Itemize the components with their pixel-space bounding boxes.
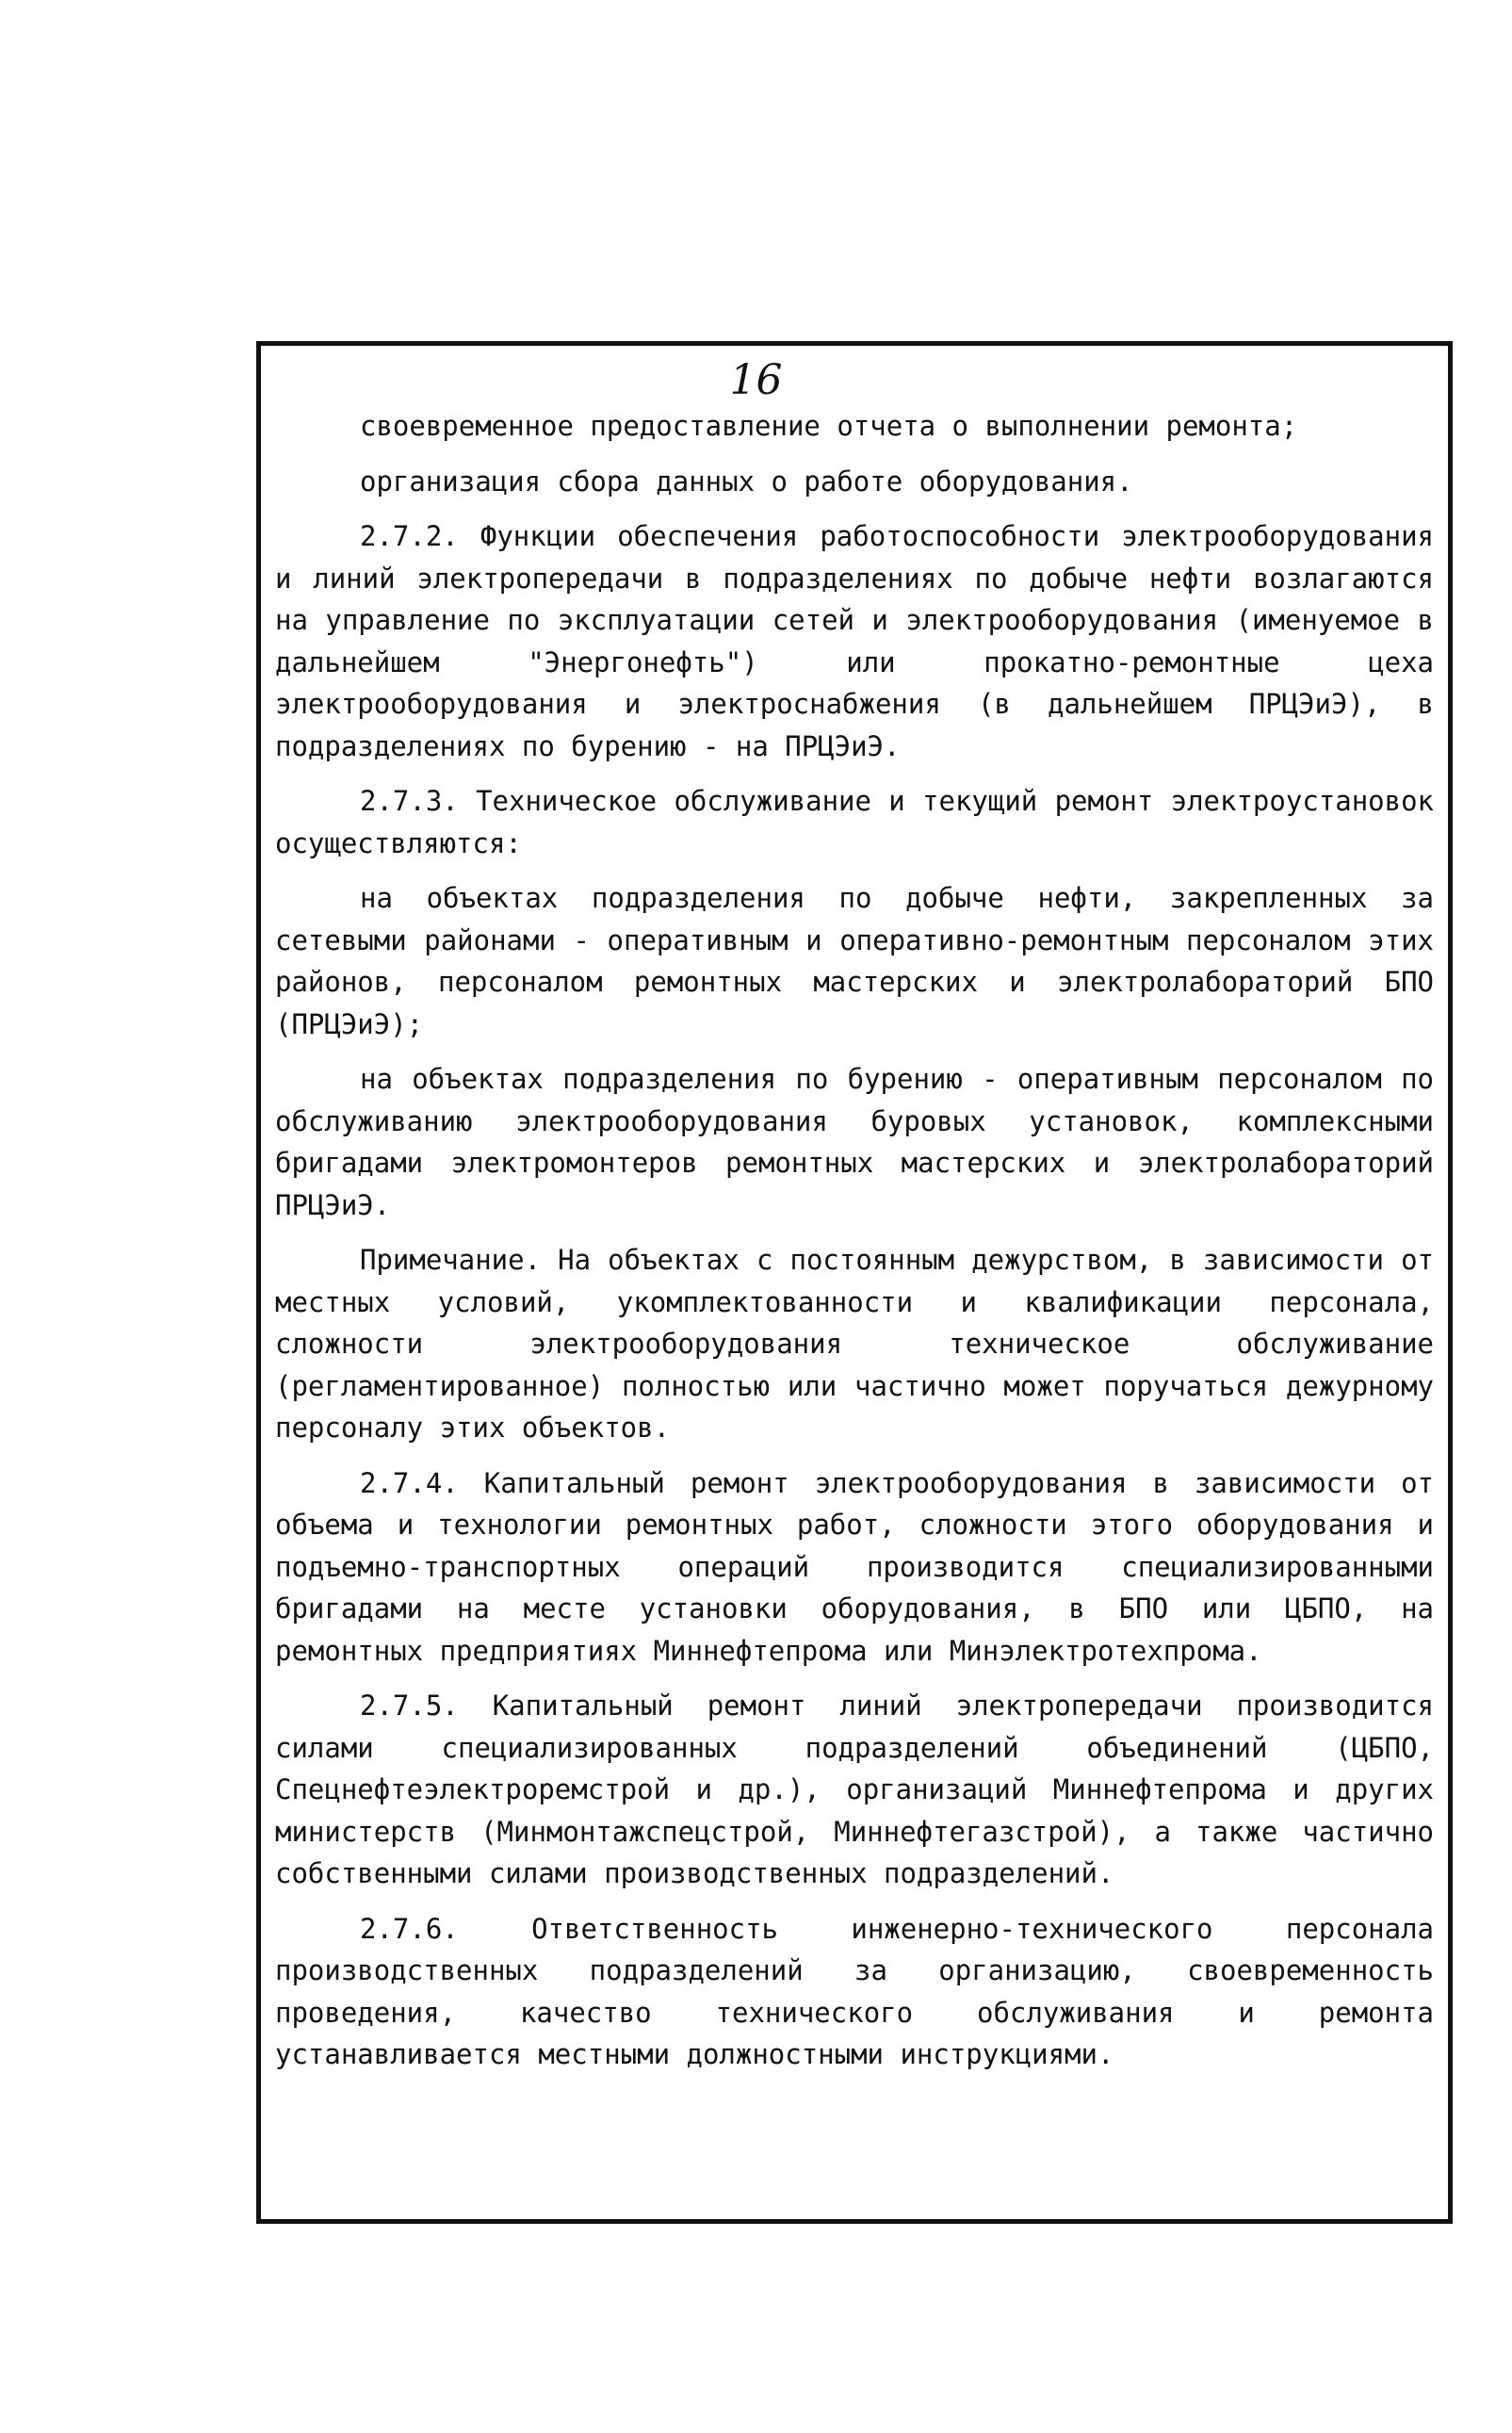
paragraph-2-7-5: 2.7.5. Капитальный ремонт линий электропередачи производится силами специализированных подразделений объединений (ЦБПО, Спецнефтеэлектроремстрой и др.), организаций Миннефтепрома и других министерств (Минмонтажспецстрой, Миннефтегазстрой), а также частично собственными силами производственных подразделений.: [275, 1690, 1434, 1889]
page-number: 16: [729, 356, 783, 404]
paragraph-2-7-6: 2.7.6. Ответственность инженерно-технического персонала производственных подразделений за организацию, своевременность проведения, качество технического обслуживания и ремонта устанавливается местными должностными инструкциями.: [275, 1912, 1434, 2070]
paragraph-oil-production-objects: на объектах подразделения по добыче нефти, закрепленных за сетевыми районами - оперативным и оперативно-ремонтным персоналом этих районов, персоналом ремонтных мастерских и электролабораторий БПО (ПРЦЭиЭ);: [275, 882, 1434, 1040]
paragraph-data-collection: организация сбора данных о работе оборудования.: [360, 465, 1133, 498]
paragraph-2-7-4: 2.7.4. Капитальный ремонт электрооборудования в зависимости от объема и технологии ремонтных работ, сложности этого оборудования и подъемно-транспортных операций производится специализированными бригадами на месте установки оборудования, в БПО или ЦБПО, на ремонтных предприятиях Миннефтепрома или Минэлектротехпрома.: [275, 1466, 1434, 1667]
paragraph-drilling-objects: на объектах подразделения по бурению - оперативным персоналом по обслуживанию электрооборудования буровых установок, комплексными бригадами электромонтеров ремонтных мастерских и электролабораторий ПРЦЭиЭ.: [275, 1063, 1434, 1221]
document-body: [275, 405, 1434, 2089]
paragraph-timely-report: своевременное предоставление отчета о выполнении ремонта;: [360, 410, 1298, 442]
paragraph-2-7-2: 2.7.2. Функции обеспечения работоспособности электрооборудования и линий электропередачи в подразделениях по добыче нефти возлагаются на управление по эксплуатации сетей и электрооборудования (именуемое в дальнейшем "Энергонефть") или прокатно-ремонтные цеха электрооборудования и электроснабжения (в дальнейшем ПРЦЭиЭ), в подразделениях по бурению - на ПРЦЭиЭ.: [275, 520, 1434, 762]
paragraph-note: Примечание. На объектах с постоянным дежурством, в зависимости от местных условий, укомплектованности и квалификации персонала, сложности электрооборудования техническое обслуживание (регламентированное) полностью или частично может поручаться дежурному персоналу этих объектов.: [275, 1244, 1434, 1444]
paragraph-2-7-3: 2.7.3. Техническое обслуживание и текущий ремонт электроустановок осуществляются:: [275, 785, 1434, 859]
